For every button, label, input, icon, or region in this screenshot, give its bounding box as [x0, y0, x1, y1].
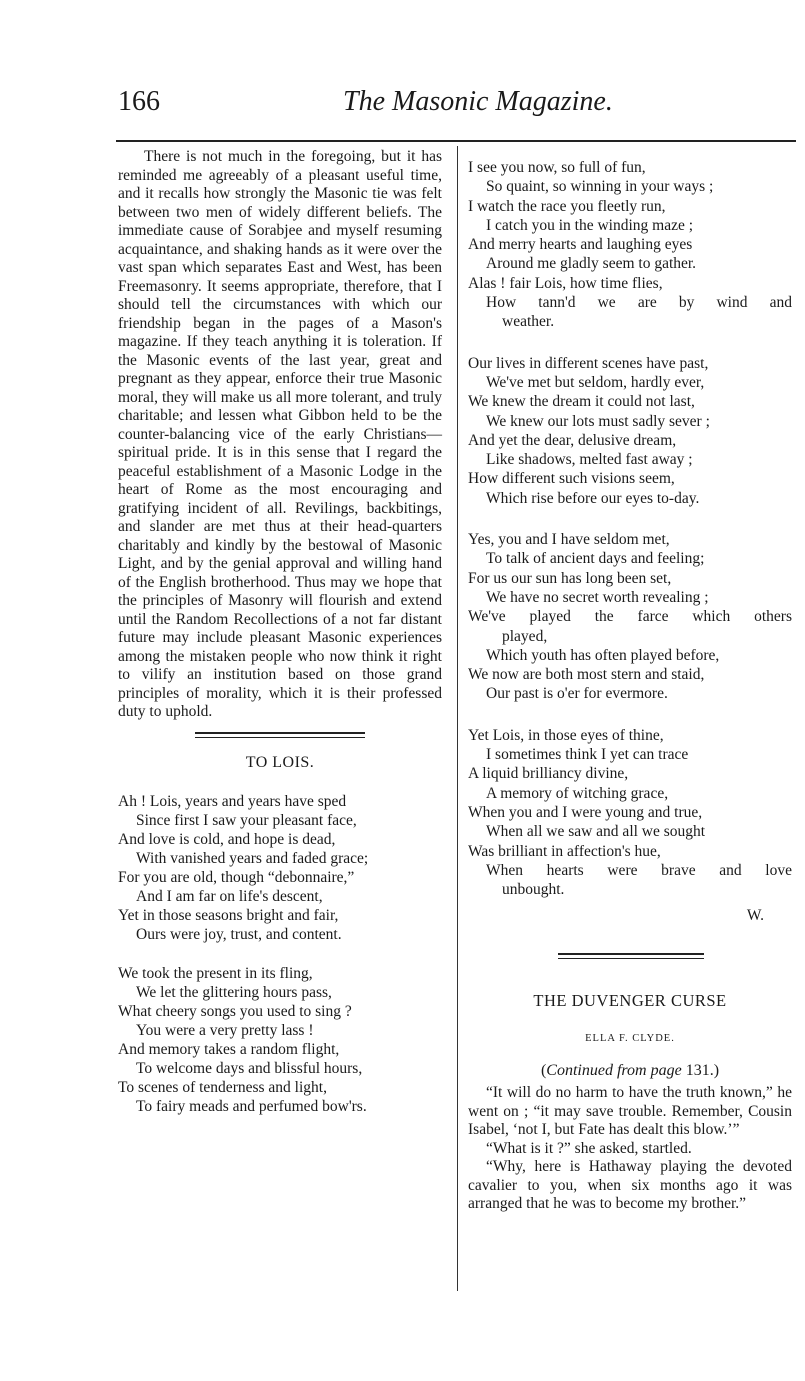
continued-page: 131.) — [685, 1062, 720, 1080]
poem-line: I see you now, so full of fun, — [468, 159, 646, 176]
column-divider — [457, 146, 458, 1291]
poem-line: Alas ! fair Lois, how time flies, — [468, 274, 663, 292]
poem-line: To scenes of tenderness and light, — [118, 1078, 327, 1096]
poem-line: How different such visions seem, — [468, 470, 675, 488]
poem-line: Which rise before our eyes to-day. — [486, 489, 700, 507]
poem-line: Our lives in different scenes have past, — [468, 354, 709, 372]
poem-line: Ours were joy, trust, and content. — [136, 925, 342, 943]
poem-line: To welcome days and blissful hours, — [136, 1059, 363, 1077]
poem-line: Around me gladly seem to gather. — [486, 255, 697, 273]
page-number: 166 — [118, 86, 160, 117]
story-body — [468, 1084, 792, 1214]
poem-line: When all we saw and all we sought — [486, 823, 706, 841]
article-paragraph: There is not much in the foregoing, but it has reminded me agreeably of a pleasant useful time, and it recalls how strongly the Masonic tie was felt between two men of widely different beliefs. The immediate cause of Sorabjee and myself resuming acquaintance, and shaking hands as it were over the vast span which separates East and West, has been Freemasonry. It seems appropriate, therefore, that I should tell the circumstances with which our friendship began in the pages of a Mason's magazine. If they teach anything it is toleration. If the Masonic events of the last year, great and pregnant as they appear, enforce their true Masonic moral, they will make us all more tolerant, and truly charitable; and lessen what Gibbon held to be the counter-balancing vice of the early Christians—spiritual pride. It is in this sense that I regard the peaceful establishment of a Masonic Lodge in the heart of Rome as the most encouraging and gratifying incident of all. Revilings, backbitings, and slander are met thus at their head-quarters charitably and kindly by the bestowal of Masonic Light, and by the genial approval and willing hand of the English brotherhood. Thus may we hope that the principles of Masonry will flourish and extend until the Random Recollections of a not far distant future may include pleasant Masonic experiences among the mistaken people who now think it right to vilify an institution based on those grand principles of morality, which it is their professed duty to uphold. — [118, 148, 442, 720]
poem-line: Since first I saw your pleasant face, — [136, 811, 357, 829]
poem-stanza — [118, 792, 442, 944]
poem-line: To fairy meads and perfumed bow'rs. — [136, 1097, 367, 1115]
poem-line: Yet Lois, in those eyes of thine, — [468, 726, 664, 744]
poem-stanza — [468, 158, 792, 332]
poem-line: When hearts were brave and love — [486, 861, 792, 879]
section-rule — [558, 953, 704, 959]
poem-line: For you are old, though “debonnaire,” — [118, 868, 355, 886]
poem-line: We have no secret worth revealing ; — [486, 588, 709, 606]
poem-line: And merry hearts and laughing eyes — [468, 236, 693, 254]
poem-signature: W. — [746, 907, 764, 925]
poem-line: We let the glittering hours pass, — [136, 983, 332, 1001]
poem-line: And memory takes a random flight, — [118, 1040, 340, 1058]
poem-line: I catch you in the winding maze ; — [486, 216, 694, 234]
poem-line: And love is cold, and hope is dead, — [118, 830, 336, 848]
section-rule — [195, 732, 365, 738]
story-paragraph: “Why, here is Hathaway playing the devoted cavalier to you, when six months ago it was arranged that he was to become my brother.” — [468, 1158, 792, 1213]
poem-line: What cheery songs you used to sing ? — [118, 1002, 352, 1020]
poem-line: Our past is o'er for evermore. — [486, 685, 668, 703]
poem-line: Yes, you and I have seldom met, — [468, 531, 670, 549]
story-paragraph: “What is it ?” she asked, startled. — [486, 1139, 692, 1157]
running-title: The Masonic Magazine. — [343, 86, 613, 117]
poem-line: How tann'd we are by wind and — [486, 294, 792, 312]
poem-stanza — [468, 726, 792, 900]
poem-line: I watch the race you fleetly run, — [468, 197, 666, 215]
poem-line: Ah ! Lois, years and years have sped — [118, 792, 347, 810]
story-title: THE DUVENGER CURSE — [533, 991, 727, 1011]
poem-line: And I am far on life's descent, — [136, 887, 323, 905]
header-rule — [116, 140, 796, 142]
poem-line: Which youth has often played before, — [486, 646, 720, 664]
continued-note: (Continued from page 131.) — [540, 1062, 720, 1080]
poem-line: We've met but seldom, hardly ever, — [486, 373, 705, 391]
left-column — [118, 148, 442, 1136]
poem-stanza — [468, 530, 792, 704]
poem-line: Yet in those seasons bright and fair, — [118, 906, 339, 924]
continued-label: Continued from page — [546, 1062, 682, 1080]
poem-line: We now are both most stern and staid, — [468, 666, 705, 684]
poem-line: And yet the dear, delusive dream, — [468, 431, 677, 449]
poem-line: unbought. — [502, 881, 565, 899]
story-byline: ELLA F. CLYDE. — [585, 1033, 675, 1045]
poem-line: We took the present in its fling, — [118, 964, 313, 982]
poem-line: To talk of ancient days and feeling; — [486, 550, 705, 568]
poem-line: When you and I were young and true, — [468, 803, 703, 821]
poem-stanza — [118, 964, 442, 1116]
story-paragraph: “It will do no harm to have the truth known,” he went on ; “it may save trouble. Remember, Cousin Isabel, ‘not I, but Fate has dealt this blow.’” — [468, 1084, 792, 1139]
poem-stanza — [468, 354, 792, 508]
poem-line: played, — [502, 627, 548, 645]
poem-line: We knew the dream it could not last, — [468, 393, 695, 411]
poem-line: For us our sun has long been set, — [468, 569, 672, 587]
poem-title: TO LOIS. — [245, 753, 315, 771]
poem-line: We knew our lots must sadly sever ; — [486, 412, 710, 430]
poem-line: With vanished years and faded grace; — [136, 849, 369, 867]
poem-line: A memory of witching grace, — [486, 784, 669, 802]
poem-line: Was brilliant in affection's hue, — [468, 842, 661, 860]
poem-line: A liquid brilliancy divine, — [468, 765, 629, 783]
poem-line: weather. — [502, 313, 555, 331]
poem-line: Like shadows, melted fast away ; — [486, 451, 693, 469]
poem-line: I sometimes think I yet can trace — [486, 746, 689, 764]
poem-line: So quaint, so winning in your ways ; — [486, 178, 714, 196]
right-column — [468, 158, 792, 1214]
poem-line: We've played the farce which others — [468, 608, 792, 626]
poem-line: You were a very pretty lass ! — [136, 1021, 314, 1039]
